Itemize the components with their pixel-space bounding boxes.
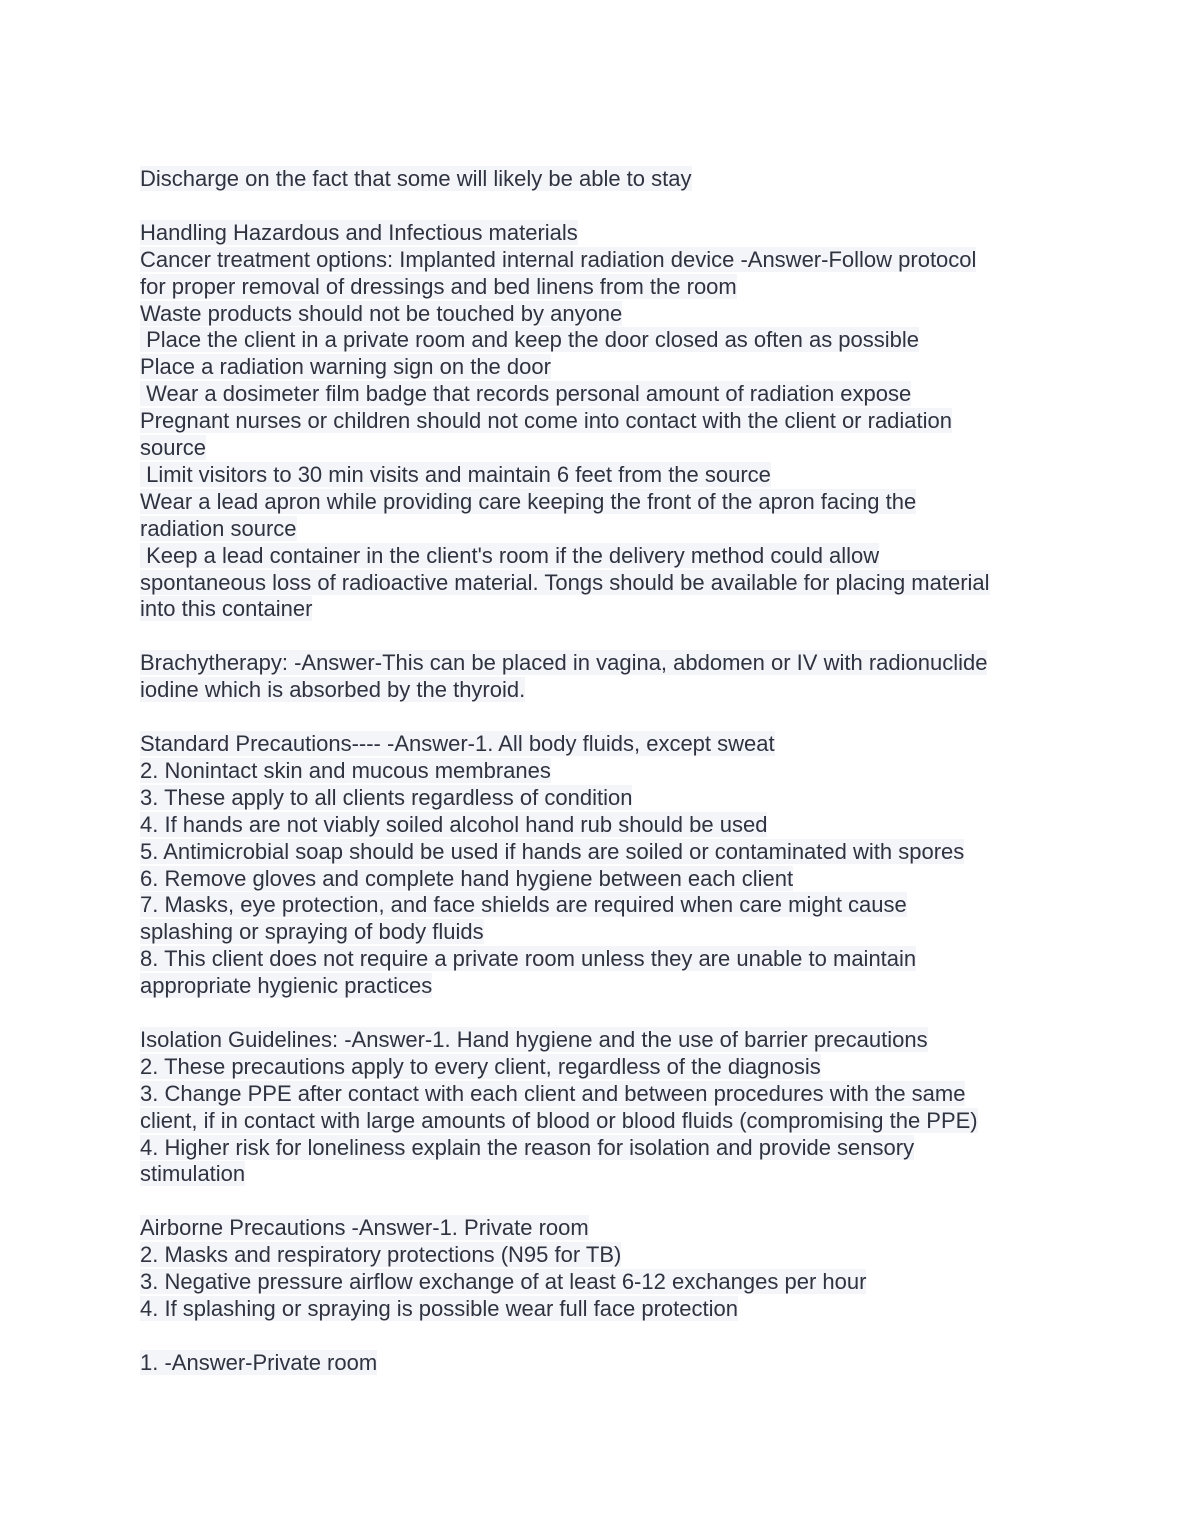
text-line: 7. Masks, eye protection, and face shields are required when care might cause [140,892,907,918]
text-line: radiation source [140,515,297,541]
text-line: 3. Change PPE after contact with each client and between procedures with the same [140,1080,966,1106]
text-line: for proper removal of dressings and bed linens from the room [140,273,737,299]
text-line: 5. Antimicrobial soap should be used if hands are soiled or contaminated with spores [140,838,965,864]
text-line: Wear a dosimeter film badge that records personal amount of radiation expose [140,381,912,407]
text-line: source [140,435,207,461]
section-heading: Handling Hazardous and Infectious materials [140,219,578,245]
text-line: splashing or spraying of body fluids [140,919,484,945]
text-line: Limit visitors to 30 min visits and maintain 6 feet from the source [140,461,771,487]
text-line: iodine which is absorbed by the thyroid. [140,677,526,703]
document-body [140,166,1060,1404]
text-line: appropriate hygienic practices [140,973,433,999]
text-line: Isolation Guidelines: -Answer-1. Hand hygiene and the use of barrier precautions [140,1026,928,1052]
text-line: Cancer treatment options: Implanted internal radiation device -Answer-Follow protocol [140,246,977,272]
text-line: 1. -Answer-Private room [140,1349,378,1375]
text-line: Waste products should not be touched by anyone [140,300,623,326]
paragraph-hazardous-materials [140,220,1060,624]
text-line: 3. These apply to all clients regardless of condition [140,784,633,810]
text-line: 4. Higher risk for loneliness explain the reason for isolation and provide sensory [140,1134,915,1160]
text-line: 4. If splashing or spraying is possible wear full face protection [140,1295,738,1321]
text-line: 2. Nonintact skin and mucous membranes [140,757,551,783]
text-line: stimulation [140,1161,246,1187]
text-line: 2. Masks and respiratory protections (N95 for TB) [140,1242,622,1268]
text-line: 4. If hands are not viably soiled alcohol hand rub should be used [140,811,768,837]
text-line: Brachytherapy: -Answer-This can be placed in vagina, abdomen or IV with radionuclide [140,650,988,676]
text-line: Airborne Precautions -Answer-1. Private room [140,1215,589,1241]
text-line: 2. These precautions apply to every client, regardless of the diagnosis [140,1053,821,1079]
text-line: Discharge on the fact that some will likely be able to stay [140,166,692,191]
text-line: Standard Precautions---- -Answer-1. All body fluids, except sweat [140,730,775,756]
paragraph-discharge [140,166,1060,193]
paragraph-airborne-precautions [140,1215,1060,1323]
text-line: spontaneous loss of radioactive material. Tongs should be available for placing material [140,569,990,595]
paragraph-private-room [140,1350,1060,1377]
text-line: Place a radiation warning sign on the door [140,354,551,380]
text-line: Keep a lead container in the client's room if the delivery method could allow [140,542,880,568]
text-line: Place the client in a private room and keep the door closed as often as possible [140,327,920,353]
text-line: 3. Negative pressure airflow exchange of at least 6-12 exchanges per hour [140,1269,867,1295]
paragraph-brachytherapy [140,650,1060,704]
text-line: 8. This client does not require a private room unless they are unable to maintain [140,946,917,972]
text-line: into this container [140,596,313,622]
paragraph-isolation-guidelines [140,1027,1060,1188]
paragraph-standard-precautions [140,731,1060,1000]
text-line: Pregnant nurses or children should not come into contact with the client or radiation [140,408,953,434]
text-line: 6. Remove gloves and complete hand hygiene between each client [140,865,794,891]
text-line: Wear a lead apron while providing care keeping the front of the apron facing the [140,488,917,514]
text-line: client, if in contact with large amounts of blood or blood fluids (compromising the PPE) [140,1107,978,1133]
